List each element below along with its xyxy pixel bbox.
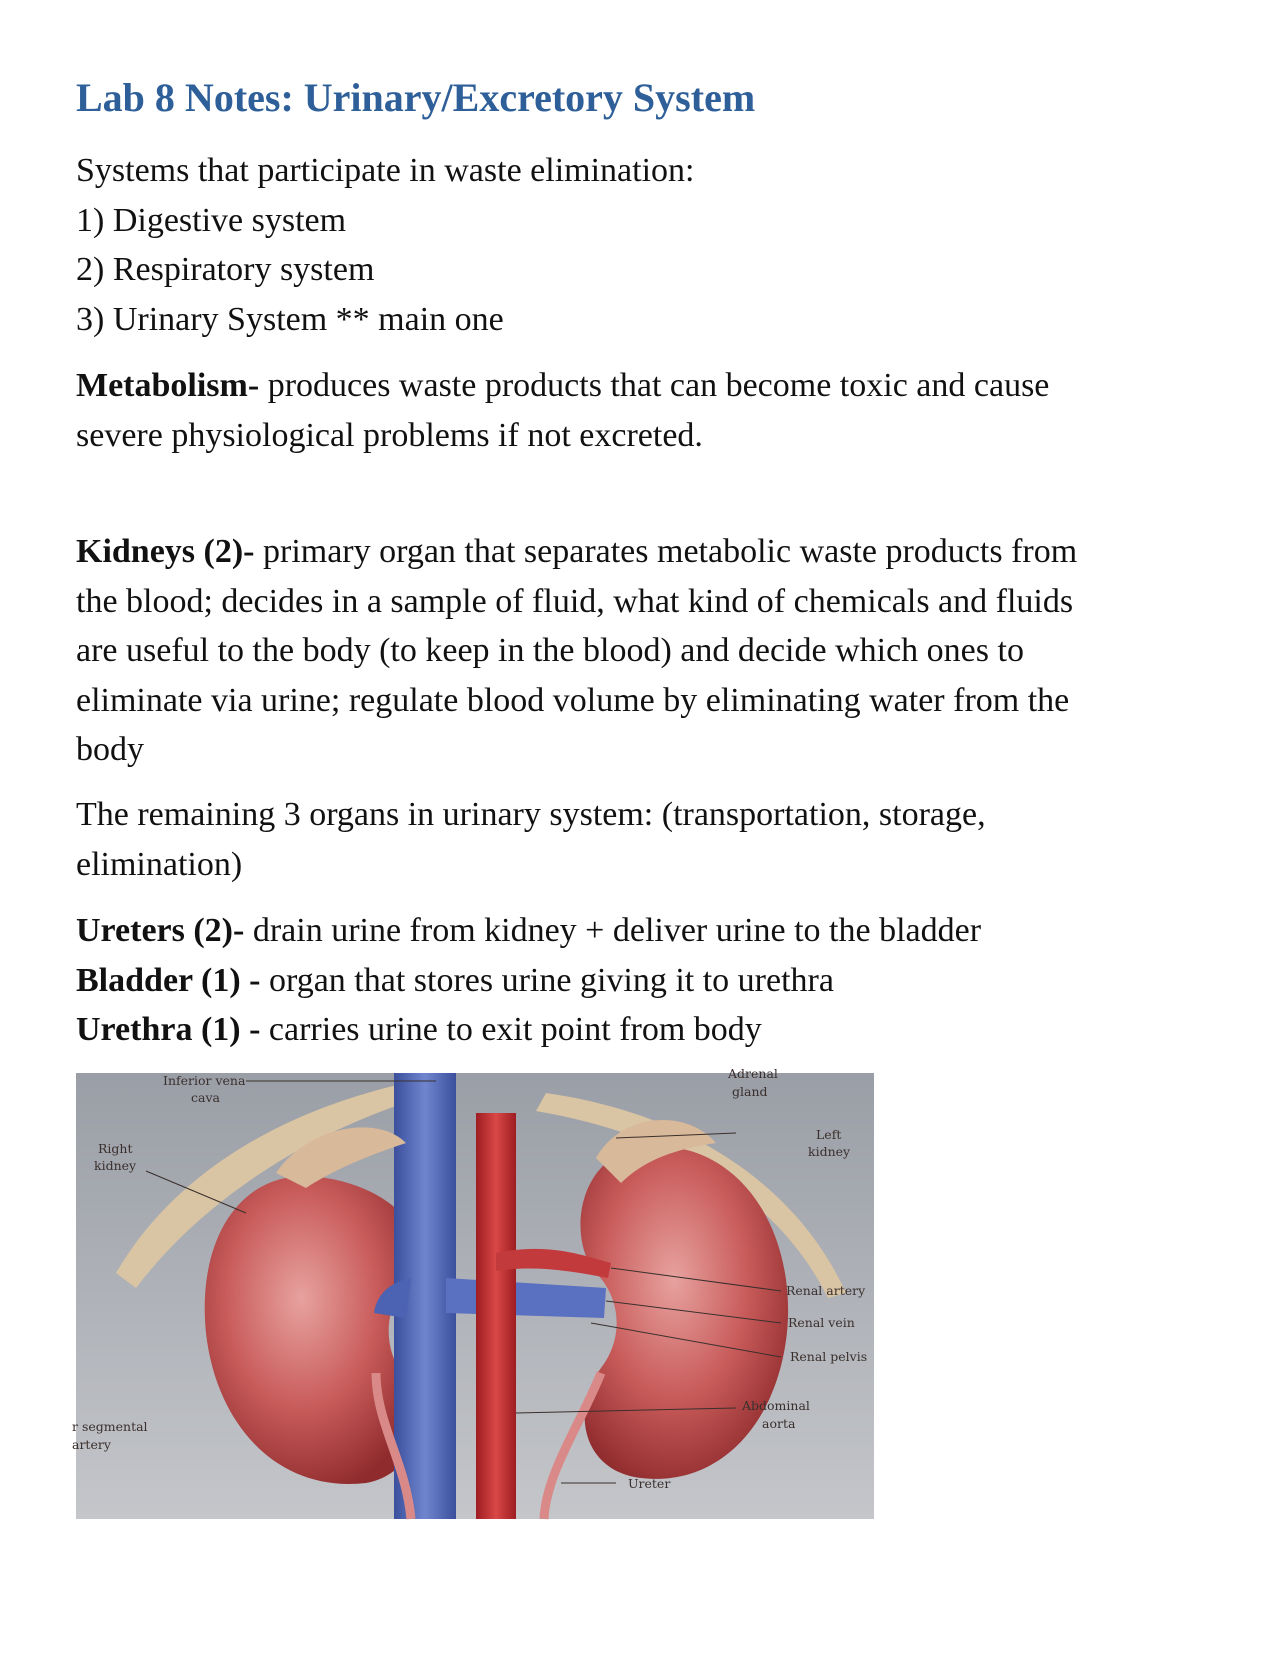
list-item: 1) Digestive system	[76, 201, 347, 239]
kidneys-paragraph	[76, 527, 1077, 775]
organ-term: Ureters (2)-	[76, 912, 245, 949]
organ-desc: drain urine from kidney + deliver urine to the bladder	[244, 912, 982, 949]
label-ivc: cava	[191, 1090, 220, 1105]
organ-item-ureters	[76, 906, 981, 956]
kidneys-text: the blood; decides in a sample of fluid, what kind of chemicals and fluids	[76, 582, 1074, 620]
systems-paragraph	[76, 146, 694, 344]
metabolism-text: produces waste products that can become toxic and cause	[259, 367, 1050, 404]
label-renal-vein: Renal vein	[788, 1315, 855, 1330]
kidneys-text: body	[76, 731, 144, 768]
label-left-kidney: Left	[816, 1127, 842, 1142]
remaining-text: elimination)	[76, 845, 243, 883]
organ-term: Urethra (1) -	[76, 1011, 261, 1048]
label-renal-artery: Renal artery	[786, 1283, 866, 1298]
label-right-kidney: kidney	[94, 1158, 137, 1173]
label-segmental-artery: r segmental	[72, 1419, 148, 1434]
kidneys-text: are useful to the body (to keep in the blood) and decide which ones to	[76, 632, 1024, 669]
page-title: Lab 8 Notes: Urinary/Excretory System	[76, 75, 756, 120]
systems-intro: Systems that participate in waste elimination:	[76, 152, 695, 189]
metabolism-term: Metabolism-	[76, 367, 260, 404]
organ-desc: carries urine to exit point from body	[260, 1011, 762, 1048]
kidneys-text: eliminate via urine; regulate blood volume by eliminating water from the	[76, 681, 1070, 719]
kidneys-term: Kidneys (2)-	[76, 533, 255, 570]
kidney-anatomy-figure	[72, 1066, 874, 1519]
metabolism-text: severe physiological problems if not excreted.	[76, 416, 703, 454]
label-abdominal-aorta: aorta	[762, 1416, 796, 1431]
kidneys-text: primary organ that separates metabolic waste products from	[254, 533, 1078, 570]
label-ivc: Inferior vena	[163, 1073, 246, 1088]
label-adrenal: gland	[732, 1084, 768, 1099]
remaining-organs-paragraph	[76, 790, 986, 889]
label-segmental-artery: artery	[72, 1437, 111, 1452]
remaining-text: The remaining 3 organs in urinary system: (transportation, storage,	[76, 796, 986, 833]
organ-item-bladder	[76, 956, 981, 1006]
label-left-kidney: kidney	[808, 1144, 851, 1159]
kidney-illustration	[72, 1066, 874, 1519]
organ-term: Bladder (1) -	[76, 961, 261, 999]
organ-desc: organ that stores urine giving it to urethra	[260, 961, 834, 999]
organs-list	[76, 906, 981, 1055]
label-right-kidney: Right	[98, 1141, 133, 1156]
label-ureter: Ureter	[628, 1476, 671, 1491]
label-adrenal: Adrenal	[728, 1066, 778, 1081]
list-item: 2) Respiratory system	[76, 251, 375, 288]
organ-item-urethra	[76, 1005, 981, 1055]
list-item: 3) Urinary System ** main one	[76, 300, 504, 338]
label-abdominal-aorta: Abdominal	[742, 1398, 810, 1413]
aorta-shape	[476, 1113, 516, 1519]
label-renal-pelvis: Renal pelvis	[790, 1349, 868, 1364]
metabolism-paragraph	[76, 361, 1049, 460]
